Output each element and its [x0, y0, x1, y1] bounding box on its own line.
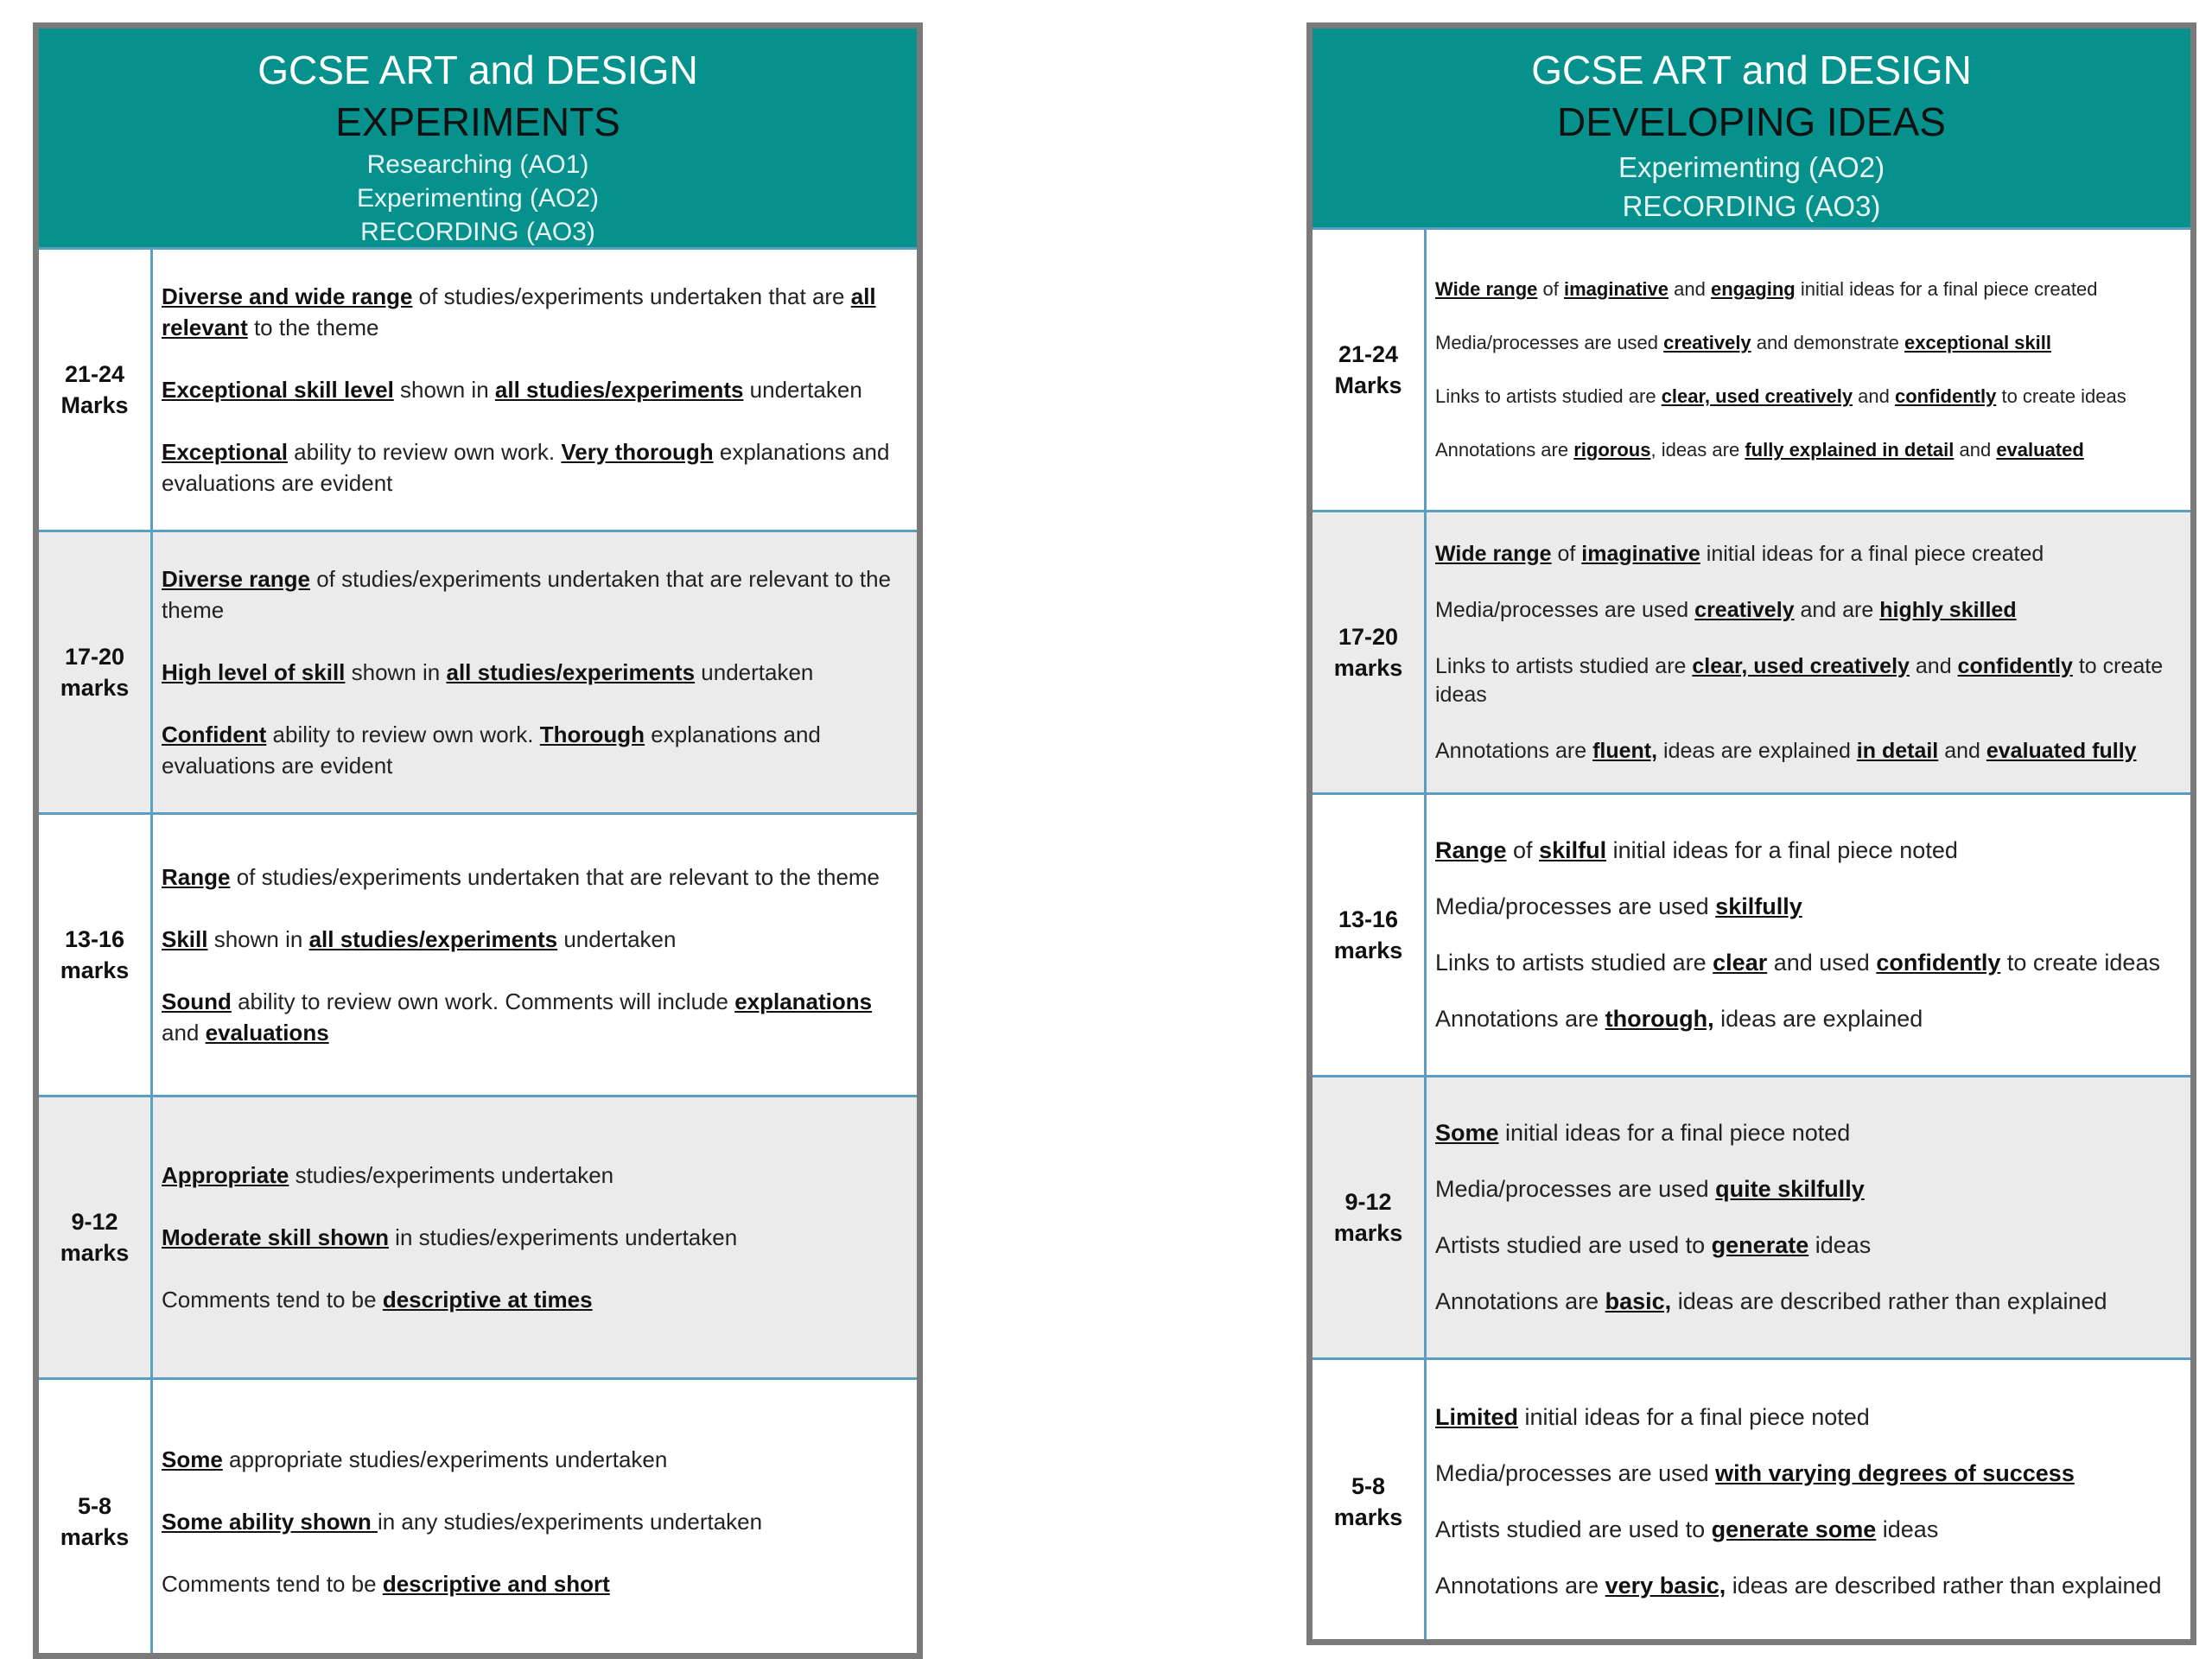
developing-ideas-rows — [1313, 230, 2190, 1643]
criterion-line — [162, 374, 905, 405]
criterion-line — [162, 1284, 905, 1315]
developing-ideas-title: GCSE ART and DESIGN — [1531, 48, 1972, 92]
criterion-text: explanations and evaluations are evident — [162, 439, 890, 496]
emphasis-text: clear — [1713, 950, 1768, 976]
emphasis-text: with varying degrees of success — [1715, 1459, 2075, 1486]
criterion-line — [1435, 1459, 2178, 1488]
emphasis-text: creatively — [1694, 597, 1795, 622]
experiments-title: GCSE ART and DESIGN — [257, 48, 698, 92]
criteria-cell — [153, 815, 917, 1095]
criterion-line — [1435, 596, 2178, 625]
emphasis-text: fully explained in detail — [1745, 439, 1955, 461]
criteria-cell — [153, 1097, 917, 1377]
emphasis-text: all studies/experiments — [446, 659, 696, 685]
emphasis-text: engaging — [1710, 278, 1796, 300]
experiments-subtitle: EXPERIMENTS — [335, 99, 620, 144]
criterion-text: ideas are described rather than explained — [1726, 1572, 2162, 1599]
criterion-text: and — [1938, 738, 1986, 763]
criterion-text: ideas are explained — [1657, 738, 1857, 763]
emphasis-text: Some ability shown — [162, 1508, 378, 1535]
objective-recording: RECORDING (AO3) — [1622, 190, 1881, 222]
criterion-line — [162, 563, 905, 626]
rubric-row — [1313, 1360, 2190, 1643]
emphasis-text: all relevant — [162, 283, 876, 340]
marks-band-label: 13-16 marks — [39, 815, 153, 1095]
criterion-text: Comments tend to be — [162, 1570, 383, 1597]
criterion-line — [1435, 1403, 2178, 1432]
criterion-text: to create ideas — [1996, 385, 2126, 407]
criterion-text: and demonstrate — [1751, 332, 1905, 353]
emphasis-text: Diverse and wide range — [162, 283, 413, 309]
criterion-text: studies/experiments undertaken — [289, 1162, 614, 1188]
objective-experimenting: Experimenting (AO2) — [356, 184, 600, 213]
objective-experimenting: Experimenting (AO2) — [1618, 151, 1885, 183]
criterion-text: Annotations are — [1435, 1006, 1605, 1032]
criterion-text: of studies/experiments undertaken that are relevant to the theme — [230, 864, 880, 890]
rubric-row — [39, 815, 917, 1097]
marks-band-label: 17-20 marks — [1313, 512, 1427, 792]
marks-band-label: 5-8 marks — [39, 1380, 153, 1659]
marks-band-label: 17-20 marks — [39, 532, 153, 812]
criterion-line — [162, 1444, 905, 1475]
emphasis-text: rigorous — [1573, 439, 1651, 461]
criterion-text: Annotations are — [1435, 1572, 1605, 1599]
criterion-text: undertaken — [695, 659, 814, 685]
emphasis-text: Very thorough — [561, 439, 714, 465]
emphasis-text: evaluated fully — [1986, 738, 2137, 763]
criterion-line — [1435, 1175, 2178, 1204]
criterion-text: Links to artists studied are — [1435, 653, 1693, 678]
emphasis-text: confidently — [1895, 385, 1997, 407]
criterion-line — [162, 861, 905, 893]
criterion-text: initial ideas for a final piece noted — [1518, 1403, 1870, 1430]
emphasis-text: confidently — [1876, 950, 2001, 976]
emphasis-text: exceptional skill — [1904, 332, 2051, 353]
criterion-line — [162, 719, 905, 781]
criterion-line — [1435, 330, 2178, 356]
emphasis-text: Wide range — [1435, 278, 1538, 300]
emphasis-text: Exceptional — [162, 439, 288, 465]
rubric-row — [39, 250, 917, 532]
emphasis-text: quite skilfully — [1715, 1176, 1865, 1202]
marks-band-label: 21-24 Marks — [1313, 230, 1427, 510]
criterion-text: shown in — [207, 926, 309, 952]
criterion-line — [162, 924, 905, 955]
experiments-header — [39, 29, 917, 250]
marks-band-label: 9-12 marks — [1313, 1077, 1427, 1357]
emphasis-text: descriptive at times — [382, 1287, 593, 1313]
criterion-text: and used — [1767, 950, 1877, 976]
emphasis-text: Skill — [162, 926, 208, 952]
criterion-line — [1435, 652, 2178, 709]
criterion-line — [1435, 540, 2178, 569]
criterion-line — [1435, 1005, 2178, 1033]
criterion-line — [1435, 1572, 2178, 1600]
emphasis-text: explanations — [734, 988, 873, 1014]
rubric-row — [1313, 795, 2190, 1077]
criterion-text: Artists studied are used to — [1435, 1232, 1712, 1258]
criterion-text: of — [1506, 837, 1540, 863]
criterion-text: shown in — [345, 659, 447, 685]
criterion-text: in any studies/experiments undertaken — [377, 1508, 763, 1535]
criteria-cell — [1427, 1077, 2190, 1357]
criterion-line — [162, 281, 905, 343]
rubric-row — [39, 1097, 917, 1380]
emphasis-text: all studies/experiments — [494, 377, 744, 403]
emphasis-text: imaginative — [1563, 278, 1669, 300]
criterion-text: ideas — [1808, 1232, 1872, 1258]
objective-recording: RECORDING (AO3) — [360, 218, 595, 246]
criterion-text: of studies/experiments undertaken that are relevant to the theme — [162, 566, 892, 623]
emphasis-text: Some — [162, 1446, 223, 1472]
criterion-text: of studies/experiments undertaken that are — [412, 283, 851, 309]
criteria-cell — [153, 532, 917, 812]
criterion-text: initial ideas for a final piece created — [1795, 278, 2098, 300]
marks-band-label: 13-16 marks — [1313, 795, 1427, 1075]
criteria-cell — [1427, 1360, 2190, 1643]
criterion-line — [1435, 1516, 2178, 1544]
criterion-line — [1435, 737, 2178, 766]
rubric-row — [1313, 512, 2190, 795]
emphasis-text: Moderate skill shown — [162, 1224, 389, 1250]
emphasis-text: Exceptional skill level — [162, 377, 394, 403]
criterion-text: of — [1551, 541, 1582, 566]
emphasis-text: Confident — [162, 721, 267, 747]
criterion-text: to create ideas — [2000, 950, 2160, 976]
rubric-row — [1313, 230, 2190, 512]
experiments-rows — [39, 250, 917, 1659]
criterion-text: explanations and evaluations are evident — [162, 721, 821, 779]
emphasis-text: Some — [1435, 1120, 1499, 1146]
marks-band-label: 5-8 marks — [1313, 1360, 1427, 1643]
marks-band-label: 9-12 marks — [39, 1097, 153, 1377]
criterion-text: in studies/experiments undertaken — [388, 1224, 738, 1250]
emphasis-text: generate — [1711, 1232, 1809, 1258]
marks-band-label: 21-24 Marks — [39, 250, 153, 530]
criterion-text: initial ideas for a final piece created — [1700, 541, 2044, 566]
emphasis-text: Appropriate — [162, 1162, 289, 1188]
emphasis-text: clear, used creatively — [1661, 385, 1853, 407]
emphasis-text: Wide range — [1435, 541, 1552, 566]
criterion-text: ability to review own work. — [266, 721, 540, 747]
criterion-text: and — [162, 1020, 206, 1046]
emphasis-text: Limited — [1435, 1403, 1519, 1430]
emphasis-text: skilfully — [1715, 893, 1802, 919]
criterion-line — [1435, 384, 2178, 410]
criterion-text: undertaken — [743, 377, 862, 403]
emphasis-text: creatively — [1663, 332, 1751, 353]
developing-ideas-rubric-card — [1306, 22, 2196, 1645]
criterion-text: ability to review own work. — [287, 439, 562, 465]
emphasis-text: thorough, — [1605, 1006, 1714, 1032]
criterion-text: Media/processes are used — [1435, 597, 1695, 622]
criterion-line — [1435, 437, 2178, 463]
criterion-text: Media/processes are used — [1435, 893, 1716, 919]
criterion-text: Media/processes are used — [1435, 1459, 1716, 1486]
criterion-text: to create ideas — [1435, 653, 2164, 707]
criterion-text: ideas — [1876, 1516, 1939, 1542]
criterion-text: Media/processes are used — [1435, 332, 1664, 353]
criterion-line — [162, 657, 905, 688]
rubric-row — [39, 532, 917, 815]
emphasis-text: High level of skill — [162, 659, 346, 685]
criterion-text: ability to review own work. Comments will include — [231, 988, 735, 1014]
emphasis-text: Sound — [162, 988, 232, 1014]
criterion-line — [1435, 836, 2178, 865]
criterion-text: Artists studied are used to — [1435, 1516, 1712, 1542]
emphasis-text: Diverse range — [162, 566, 310, 592]
emphasis-text: basic, — [1605, 1288, 1672, 1314]
criterion-line — [1435, 893, 2178, 921]
criterion-text: Annotations are — [1435, 1288, 1605, 1314]
emphasis-text: confidently — [1957, 653, 2073, 678]
criterion-text: and are — [1794, 597, 1880, 622]
criterion-text: Media/processes are used — [1435, 1176, 1716, 1202]
criterion-text: ideas are explained — [1713, 1006, 1923, 1032]
rubric-row — [39, 1380, 917, 1659]
criterion-text: shown in — [393, 377, 495, 403]
emphasis-text: fluent, — [1592, 738, 1658, 763]
emphasis-text: skilful — [1539, 837, 1607, 863]
emphasis-text: imaginative — [1581, 541, 1700, 566]
criterion-text: undertaken — [557, 926, 677, 952]
criterion-text: initial ideas for a final piece noted — [1498, 1120, 1851, 1146]
criterion-text: and — [1909, 653, 1958, 678]
criterion-line — [162, 1506, 905, 1537]
objective-researching: Researching (AO1) — [366, 150, 589, 179]
emphasis-text: Range — [1435, 837, 1507, 863]
criterion-text: and — [1853, 385, 1895, 407]
criterion-line — [1435, 276, 2178, 302]
emphasis-text: highly skilled — [1879, 597, 2017, 622]
emphasis-text: clear, used creatively — [1692, 653, 1910, 678]
criterion-text: appropriate studies/experiments undertaken — [222, 1446, 668, 1472]
rubric-row — [1313, 1077, 2190, 1360]
criterion-text: and — [1954, 439, 1997, 461]
criterion-text: and — [1669, 278, 1711, 300]
emphasis-text: all studies/experiments — [308, 926, 558, 952]
criteria-cell — [153, 1380, 917, 1659]
criteria-cell — [1427, 795, 2190, 1075]
criterion-line — [162, 436, 905, 499]
criterion-line — [1435, 949, 2178, 977]
criteria-cell — [1427, 230, 2190, 510]
experiments-rubric-card — [33, 22, 923, 1659]
emphasis-text: very basic, — [1605, 1572, 1726, 1599]
emphasis-text: evaluated — [1996, 439, 2084, 461]
criterion-text: Annotations are — [1435, 439, 1574, 461]
criterion-text: to the theme — [247, 315, 379, 340]
emphasis-text: in detail — [1856, 738, 1939, 763]
emphasis-text: Range — [162, 864, 231, 890]
criterion-line — [162, 1568, 905, 1599]
emphasis-text: generate some — [1711, 1516, 1877, 1542]
criterion-text: , ideas are — [1650, 439, 1745, 461]
emphasis-text: descriptive and short — [382, 1570, 610, 1597]
emphasis-text: Thorough — [539, 721, 645, 747]
criterion-line — [1435, 1231, 2178, 1260]
criterion-text: Links to artists studied are — [1435, 385, 1662, 407]
criterion-line — [1435, 1119, 2178, 1147]
criterion-text: initial ideas for a final piece noted — [1606, 837, 1958, 863]
developing-ideas-header — [1313, 29, 2190, 230]
criterion-line — [162, 1160, 905, 1191]
criterion-text: Links to artists studied are — [1435, 950, 1713, 976]
developing-ideas-subtitle: DEVELOPING IDEAS — [1557, 99, 1946, 144]
criterion-text: Comments tend to be — [162, 1287, 383, 1313]
criteria-cell — [153, 250, 917, 530]
criteria-cell — [1427, 512, 2190, 792]
criterion-text: Annotations are — [1435, 738, 1593, 763]
emphasis-text: evaluations — [205, 1020, 329, 1046]
criterion-line — [162, 1222, 905, 1253]
criterion-text: of — [1537, 278, 1564, 300]
criterion-text: ideas are described rather than explained — [1671, 1288, 2107, 1314]
criterion-line — [162, 986, 905, 1048]
criterion-line — [1435, 1287, 2178, 1316]
